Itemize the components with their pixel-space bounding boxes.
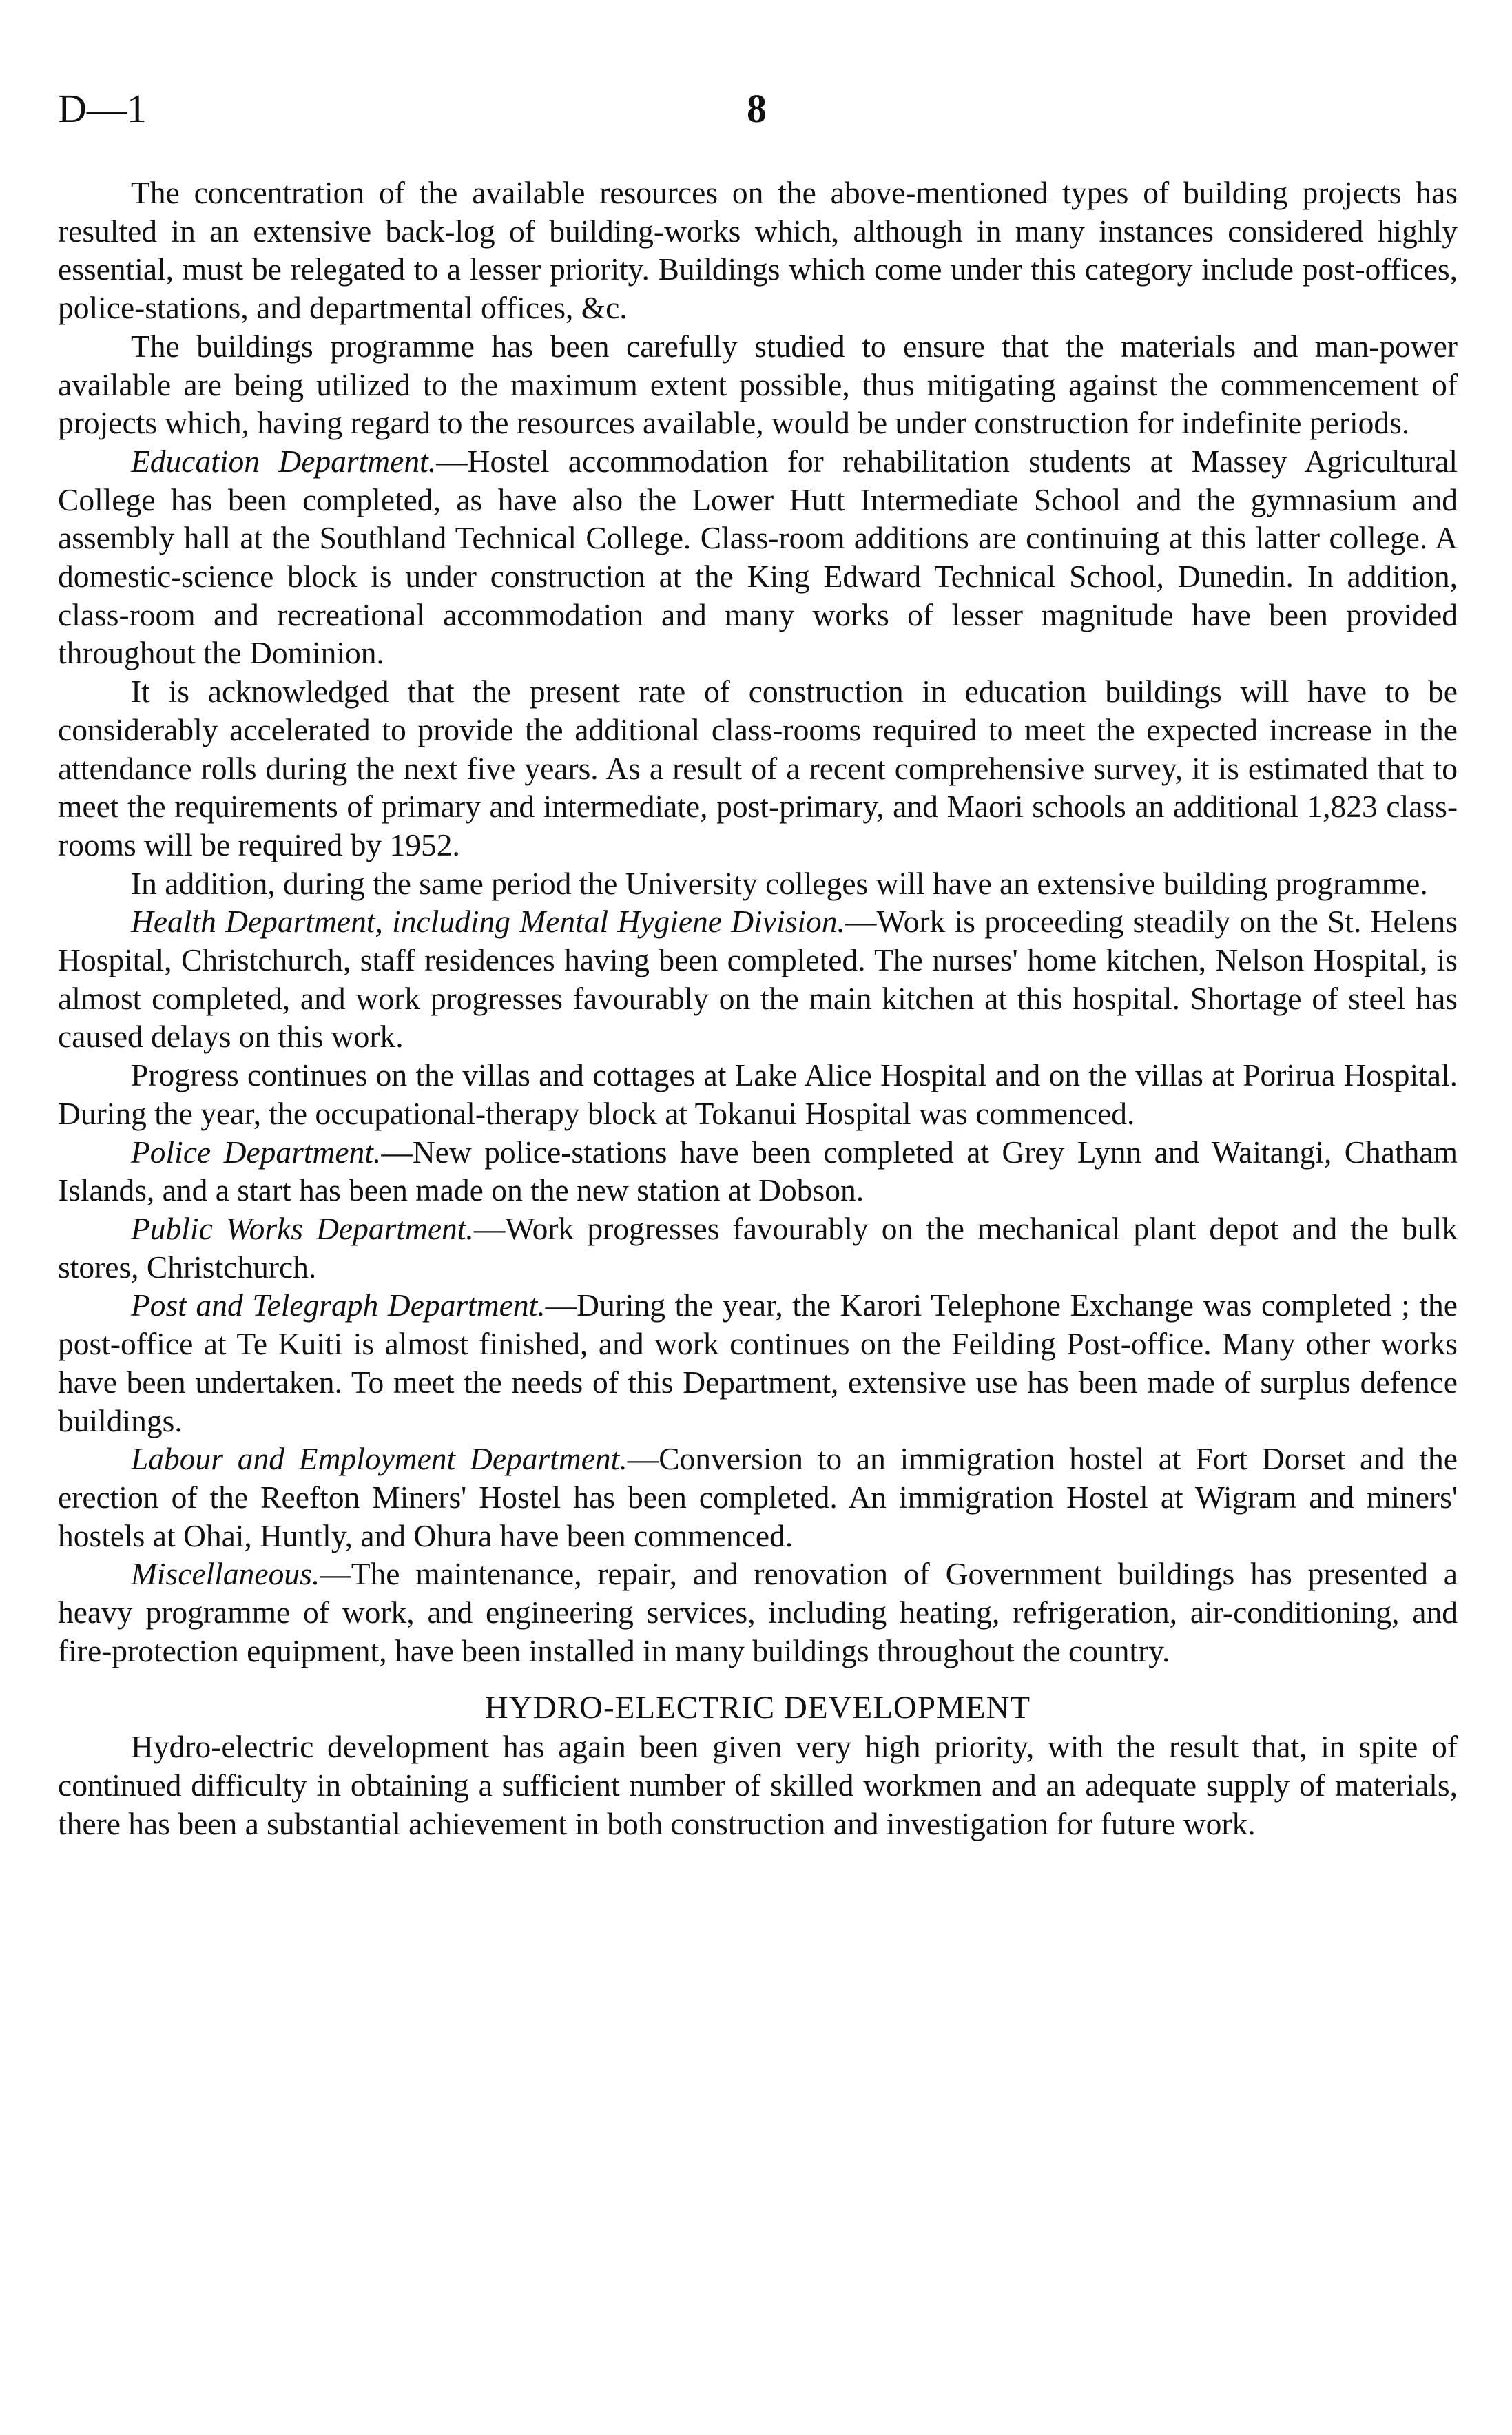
paragraph-education-classrooms — [58, 672, 1458, 864]
paragraph-public-works-department — [58, 1210, 1458, 1286]
paragraph-text: It is acknowledged that the present rate of construction in education buildings will have to be considerably accelerated to provide the additional class-rooms required to meet the expected increase in the attendance rolls during the next five years. As a result of a recent comprehensive survey, it is estimated that to meet the requirements of primary and intermediate, post-primary, and Maori schools an additional 1,823 class-rooms will be required by 1952. — [58, 674, 1458, 862]
paragraph-labour-employment-department — [58, 1440, 1458, 1555]
paragraph-text: —Conversion to an immigration hostel at Fort Dorset and the erection of the Reefton Miners' Hostel has been completed. An immigration Hostel at Wigram and miners' hostels at Ohai, Huntly, and Ohura have been commenced. — [58, 1441, 1458, 1553]
paragraph-text: The concentration of the available resources on the above-mentioned types of building projects has resulted in an extensive back-log of building-works which, although in many instances considered highly essential, must be relegated to a lesser priority. Buildings which come under this category include post-offices, police-stations, and departmental offices, &c. — [58, 175, 1458, 326]
paragraph-health-villas — [58, 1056, 1458, 1132]
paragraph-lead: Police Department. — [131, 1134, 382, 1170]
paragraph-text: —New police-stations have been completed at Grey Lynn and Waitangi, Chatham Islands, and a start has been made on the new station at Dobson. — [58, 1134, 1458, 1208]
paragraph-text: —Hostel accommodation for rehabilitation students at Massey Agricultural College has been completed, as have also the Lower Hutt Intermediate School and the gymnasium and assembly hall at the Southland Technical College. Class-room additions are continuing at this latter college. A domestic-science block is under construction at the King Edward Technical School, Dunedin. In addition, class-room and recreational accommodation and many works of lesser magnitude have been provided throughout the Dominion. — [58, 443, 1458, 671]
paragraph-education-department — [58, 442, 1458, 672]
paragraph-text: —During the year, the Karori Telephone Exchange was completed ; the post-office at Te Kuiti is almost finished, and work continues on the Feilding Post-office. Many other works have been undertaken. To meet the needs of this Department, extensive use has been made of surplus defence buildings. — [58, 1287, 1458, 1438]
section-heading: HYDRO-ELECTRIC DEVELOPMENT — [484, 1690, 1031, 1726]
paragraph-hydro-electric — [58, 1728, 1458, 1843]
paragraph-buildings-programme — [58, 327, 1458, 442]
paragraph-university-colleges — [58, 864, 1458, 903]
paragraph-text: Progress continues on the villas and cottages at Lake Alice Hospital and on the villas at Porirua Hospital. During the year, the occupational-therapy block at Tokanui Hospital was commenced. — [58, 1057, 1458, 1131]
paragraph-police-department — [58, 1133, 1458, 1210]
paragraph-lead: Post and Telegraph Department. — [131, 1287, 546, 1323]
paragraph-text: —Work progresses favourably on the mechanical plant depot and the bulk stores, Christchurch. — [58, 1210, 1458, 1285]
paragraph-lead: Miscellaneous. — [131, 1556, 320, 1592]
paragraph-lead: Health Department, including Mental Hygiene Division. — [131, 904, 845, 940]
paragraph-lead: Labour and Employment Department. — [131, 1441, 628, 1477]
paragraph-lead: Education Department. — [131, 443, 437, 479]
paragraph-lead: Public Works Department. — [131, 1210, 474, 1246]
paragraph-text: Hydro-electric development has again been given very high priority, with the result that, in spite of continued difficulty in obtaining a sufficient number of skilled workmen and an adequate supply of materials, there has been a substantial achievement in both construction and investigation for future work. — [58, 1729, 1458, 1841]
body-text — [58, 174, 1458, 1843]
paragraph-post-telegraph-department — [58, 1286, 1458, 1440]
paragraph-building-backlog — [58, 174, 1458, 327]
document-reference: D—1 — [58, 86, 147, 131]
paragraph-text: The buildings programme has been carefully studied to ensure that the materials and man-power available are being utilized to the maximum extent possible, thus mitigating against the commencement of projects which, having regard to the resources available, would be under construction for indefinite periods. — [58, 328, 1458, 441]
page-number: 8 — [747, 86, 767, 131]
paragraph-text: —Work is proceeding steadily on the St. Helens Hospital, Christchurch, staff residences having been completed. The nurses' home kitchen, Nelson Hospital, is almost completed, and work progresses favourably on the main kitchen at this hospital. Shortage of steel has caused delays on this work. — [58, 904, 1458, 1055]
paragraph-health-department — [58, 902, 1458, 1056]
page-header — [58, 81, 1458, 136]
paragraph-miscellaneous — [58, 1555, 1458, 1670]
paragraph-text: —The maintenance, repair, and renovation of Government buildings has presented a heavy programme of work, and engineering services, including heating, refrigeration, air-conditioning, and fire-protection equipment, have been installed in many buildings throughout the country. — [58, 1556, 1458, 1668]
paragraph-text: In addition, during the same period the University colleges will have an extensive building programme. — [131, 865, 1428, 901]
